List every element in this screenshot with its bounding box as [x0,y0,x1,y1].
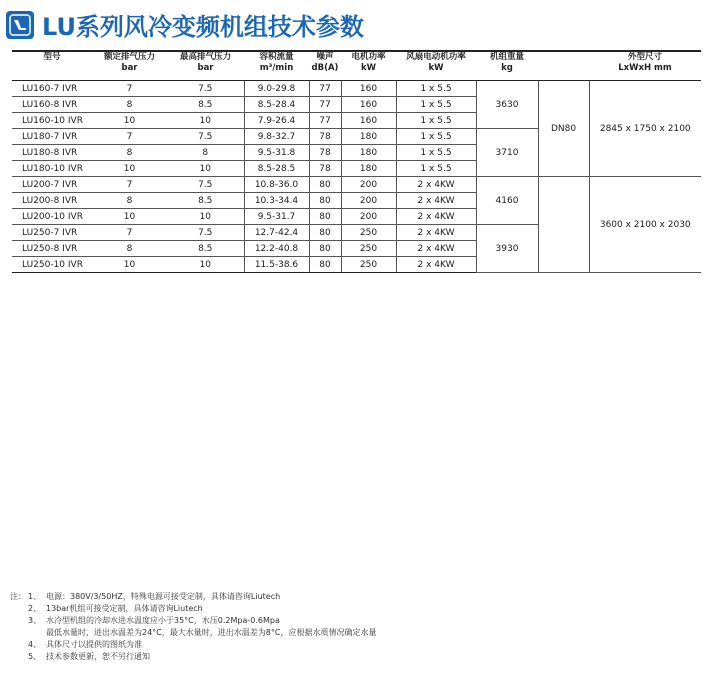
cell-max: 7.5 [167,177,244,193]
cell-motor: 180 [341,161,396,177]
cell-motor: 200 [341,177,396,193]
cell-motor: 160 [341,97,396,113]
cell-model: LU200-10 IVR [12,209,92,225]
cell-dimensions: 2845 x 1750 x 2100 [589,81,701,177]
cell-flow: 10.3-34.4 [244,193,309,209]
note-item [10,651,376,663]
cell-fan: 2 x 4KW [396,177,476,193]
cell-model: LU200-7 IVR [12,177,92,193]
cell-rated: 7 [92,81,167,97]
cell-rated: 8 [92,97,167,113]
cell-weight: 3630 [476,81,538,129]
note-text: 13bar机组可接受定制，具体请咨询Liutech [46,604,203,613]
note-item [10,591,376,603]
cell-noise: 80 [309,257,341,273]
cell-rated: 10 [92,113,167,129]
cell-weight: 3930 [476,225,538,273]
note-number: 2、 [28,604,42,613]
cell-rated: 10 [92,161,167,177]
cell-noise: 80 [309,209,341,225]
cell-model: LU180-10 IVR [12,161,92,177]
notes-section [10,591,376,663]
brand-logo-icon [6,11,34,39]
cell-model: LU200-8 IVR [12,193,92,209]
header-rated-pressure: 额定排气压力 bar [92,51,167,81]
note-item-continuation [10,627,376,639]
header-motor-power: 电机功率 kW [341,51,396,81]
cell-fan: 2 x 4KW [396,225,476,241]
table-row [12,81,701,97]
cell-motor: 250 [341,257,396,273]
cell-noise: 78 [309,161,341,177]
cell-motor: 200 [341,209,396,225]
cell-max: 10 [167,257,244,273]
cell-motor: 180 [341,145,396,161]
cell-noise: 80 [309,241,341,257]
cell-flow: 11.5-38.6 [244,257,309,273]
cell-max: 8.5 [167,97,244,113]
cell-rated: 7 [92,177,167,193]
cell-max: 8.5 [167,241,244,257]
cell-noise: 77 [309,113,341,129]
cell-model: LU250-10 IVR [12,257,92,273]
table-row [12,177,701,193]
note-number: 3、 [28,616,42,625]
cell-flow: 10.8-36.0 [244,177,309,193]
note-number: 5、 [28,652,42,661]
cell-model: LU180-8 IVR [12,145,92,161]
cell-model: LU160-8 IVR [12,97,92,113]
cell-weight: 4160 [476,177,538,225]
cell-model: LU250-7 IVR [12,225,92,241]
cell-fan: 2 x 4KW [396,193,476,209]
cell-fan: 1 x 5.5 [396,161,476,177]
cell-noise: 77 [309,81,341,97]
note-item [10,639,376,651]
cell-noise: 80 [309,225,341,241]
header-weight: 机组重量 kg [476,51,538,81]
cell-motor: 200 [341,193,396,209]
cell-rated: 7 [92,129,167,145]
cell-max: 10 [167,161,244,177]
cell-fan: 1 x 5.5 [396,113,476,129]
header-noise: 噪声 dB(A) [309,51,341,81]
header-connection [538,51,589,81]
cell-rated: 8 [92,145,167,161]
note-item [10,615,376,627]
page-header [6,7,364,42]
cell-fan: 2 x 4KW [396,209,476,225]
cell-noise: 77 [309,97,341,113]
cell-flow: 9.8-32.7 [244,129,309,145]
cell-noise: 80 [309,177,341,193]
cell-rated: 10 [92,209,167,225]
spec-table [12,50,701,273]
cell-motor: 250 [341,225,396,241]
cell-max: 7.5 [167,81,244,97]
cell-max: 10 [167,209,244,225]
cell-flow: 8.5-28.5 [244,161,309,177]
cell-connection-empty [538,177,589,273]
header-flow: 容积流量 m³/min [244,51,309,81]
cell-dimensions: 3600 x 2100 x 2030 [589,177,701,273]
cell-max: 8 [167,145,244,161]
cell-fan: 1 x 5.5 [396,97,476,113]
note-text: 水冷型机组的冷却水进水温度应小于35°C，水压0.2Mpa-0.6Mpa [46,616,280,625]
note-text: 最低水量时，进出水温差为24°C，最大水量时，进出水温差为8°C，应根据水质情况确定水量 [46,628,377,637]
note-text: 技术参数更新，恕不另行通知 [46,652,150,661]
cell-motor: 160 [341,81,396,97]
cell-flow: 9.5-31.7 [244,209,309,225]
cell-fan: 2 x 4KW [396,241,476,257]
cell-fan: 2 x 4KW [396,257,476,273]
cell-noise: 80 [309,193,341,209]
cell-model: LU250-8 IVR [12,241,92,257]
cell-max: 10 [167,113,244,129]
cell-weight: 3710 [476,129,538,177]
cell-model: LU160-7 IVR [12,81,92,97]
note-text: 具体尺寸以提供的图纸为准 [46,640,142,649]
cell-motor: 250 [341,241,396,257]
cell-fan: 1 x 5.5 [396,81,476,97]
header-dimensions: 外型尺寸 LxWxH mm [589,51,701,81]
note-text: 电源：380V/3/50HZ，特殊电源可接受定制，具体请咨询Liutech [46,592,281,601]
cell-flow: 12.2-40.8 [244,241,309,257]
cell-rated: 8 [92,193,167,209]
cell-flow: 7.9-26.4 [244,113,309,129]
cell-max: 7.5 [167,129,244,145]
cell-flow: 12.7-42.4 [244,225,309,241]
table-header-row [12,51,701,81]
cell-noise: 78 [309,129,341,145]
cell-max: 7.5 [167,225,244,241]
note-item [10,603,376,615]
cell-rated: 8 [92,241,167,257]
header-model: 型号 [12,51,92,81]
cell-motor: 160 [341,113,396,129]
header-max-pressure: 最高排气压力 bar [167,51,244,81]
note-number: 1、 [28,592,42,601]
notes-prefix: 注： [10,592,26,601]
cell-flow: 9.5-31.8 [244,145,309,161]
cell-motor: 180 [341,129,396,145]
cell-model: LU180-7 IVR [12,129,92,145]
note-number: 4、 [28,640,42,649]
cell-model: LU160-10 IVR [12,113,92,129]
cell-max: 8.5 [167,193,244,209]
header-fan-power: 风扇电动机功率 kW [396,51,476,81]
cell-rated: 10 [92,257,167,273]
page-title: LU系列风冷变频机组技术参数 [42,13,364,41]
cell-flow: 8.5-28.4 [244,97,309,113]
cell-flow: 9.0-29.8 [244,81,309,97]
cell-rated: 7 [92,225,167,241]
cell-connection: DN80 [538,81,589,177]
cell-fan: 1 x 5.5 [396,145,476,161]
cell-fan: 1 x 5.5 [396,129,476,145]
cell-noise: 78 [309,145,341,161]
